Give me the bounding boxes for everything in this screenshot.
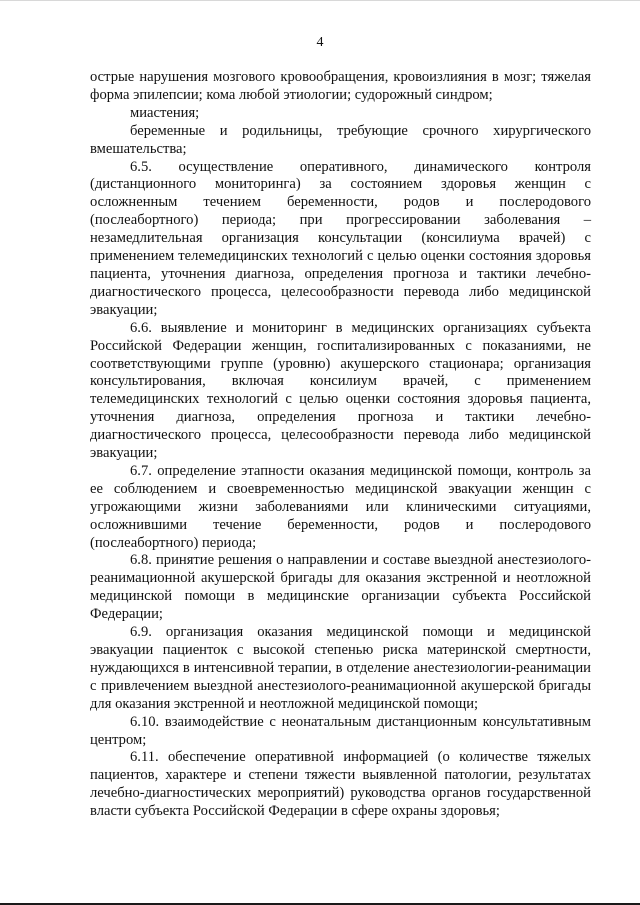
paragraph-6-5: 6.5. осуществление оперативного, динамического контроля (дистанционного мониторинга) за состоянием здоровья женщин с осложненным течением беременности, родов и послеродового (послеабортного) периода; при прогрессировании заболевания – незамедлительная организация консультации (консилиума врачей) с применением телемедицинских технологий с целью оценки состояния здоровья пациента, уточнения диагноза, определения прогноза и тактики лечебно-диагностического процесса, целесообразности перевода либо медицинской эвакуации; [90,158,591,318]
page-number: 4 [316,35,324,50]
paragraph-6-7: 6.7. определение этапности оказания медицинской помощи, контроль за ее соблюдением и своевременностью медицинской эвакуации женщин с угрожающими жизни заболеваниями или клиническими ситуациями, осложнившими течение беременности, родов и послеродового (послеабортного) периода; [90,462,591,551]
paragraph-6-6: 6.6. выявление и мониторинг в медицинских организациях субъекта Российской Федерации женщин, госпитализированных с показаниями, не соответствующими группе (уровню) акушерского стационара; организация консультирования, включая консилиум врачей, с применением телемедицинских технологий с целью оценки состояния здоровья пациента, уточнения диагноза, определения прогноза и тактики лечебно-диагностического процесса, целесообразности перевода либо медицинской эвакуации; [90,319,591,462]
paragraph-diagnoses-continued: острые нарушения мозгового кровообращения, кровоизлияния в мозг; тяжелая форма эпилепсии; кома любой этиологии; судорожный синдром; [90,69,591,103]
paragraph-6-10: 6.10. взаимодействие с неонатальным дистанционным консультативным центром; [90,713,591,748]
paragraph-pregnant-surgery: беременные и родильницы, требующие срочного хирургического вмешательства; [90,122,591,157]
paragraph-myasthenia: миастения; [130,104,200,121]
paragraph-6-11: 6.11. обеспечение оперативной информацией (о количестве тяжелых пациентов, характере и степени тяжести выявленной патологии, результатах лечебно-диагностических мероприятий) руководства органов государственной власти субъекта Российской Федерации в сфере охраны здоровья; [90,749,591,820]
document-body [90,69,591,821]
paragraph-6-9: 6.9. организация оказания медицинской помощи и медицинской эвакуации пациенток с высокой степенью риска материнской смертности, нуждающихся в интенсивной терапии, в отделение анестезиологии-реанимации с привлечением выездной анестезиолого-реанимационной акушерской бригады для оказания экстренной и неотложной медицинской помощи; [90,624,591,712]
paragraph-6-8: 6.8. принятие решения о направлении и составе выездной анестезиолого-реанимационной акушерской бригады для оказания экстренной и неотложной медицинской помощи в медицинские организации субъекта Российской Федерации; [90,552,591,623]
